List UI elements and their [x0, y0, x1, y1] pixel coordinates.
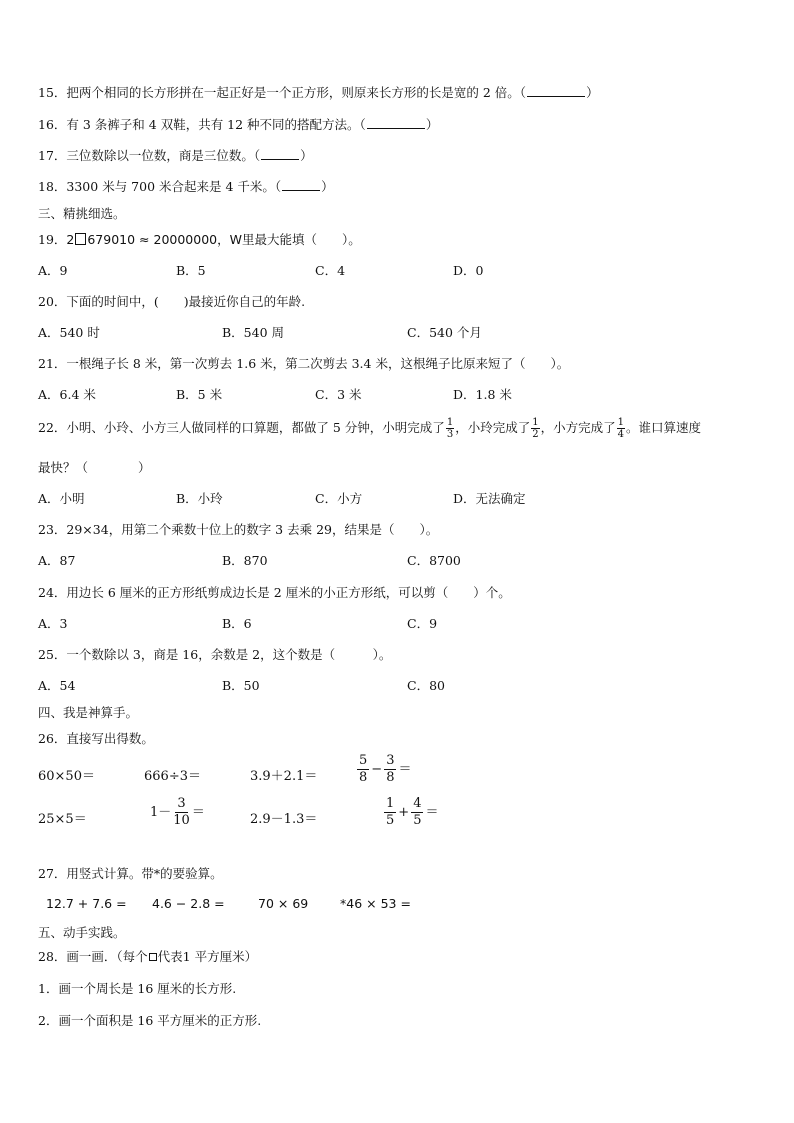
- calc-2.9minus1.3: 2.9－1.3＝: [250, 812, 318, 827]
- section-heading-4: 四、我是神算手。: [38, 705, 139, 720]
- option-20-b[interactable]: B．540 周: [222, 325, 285, 340]
- vertical-calc-1: 12.7 + 7.6 =: [46, 896, 127, 911]
- option-19-b[interactable]: B．5: [176, 263, 206, 278]
- question-17: 17．三位数除以一位数，商是三位数。（ ）: [38, 148, 313, 163]
- option-23-c[interactable]: C．8700: [407, 553, 461, 568]
- calc-60x50: 60×50＝: [38, 769, 95, 784]
- question-19: 19．2 679010 ≈ 20000000，W里最大能填（ ）。: [38, 232, 361, 247]
- option-23-a[interactable]: A．87: [38, 553, 76, 568]
- option-21-d[interactable]: D．1.8 米: [453, 387, 512, 402]
- answer-blank-15[interactable]: [527, 85, 585, 97]
- option-19-a[interactable]: A．9: [38, 263, 68, 278]
- option-24-b[interactable]: B．6: [222, 616, 252, 631]
- option-22-c[interactable]: C．小方: [315, 491, 363, 506]
- calc-fraction-subtract: $\frac{5}{8}$ − $\frac{3}{8}$ ＝: [359, 753, 412, 785]
- option-19-d[interactable]: D．0: [453, 263, 484, 278]
- calc-3.9plus2.1: 3.9＋2.1＝: [250, 769, 318, 784]
- option-25-a[interactable]: A．54: [38, 678, 76, 693]
- question-21: 21．一根绳子长 8 米，第一次剪去 1.6 米，第二次剪去 3.4 米，这根绳子比原来短了（ ）。: [38, 356, 570, 371]
- section-heading-3: 三、精挑细选。: [38, 206, 126, 221]
- question-28-item-2: 2．画一个面积是 16 平方厘米的正方形.: [38, 1013, 262, 1028]
- question-24: 24．用边长 6 厘米的正方形纸剪成边长是 2 厘米的小正方形纸，可以剪（ ）个。: [38, 585, 511, 600]
- option-24-a[interactable]: A．3: [38, 616, 68, 631]
- option-19-c[interactable]: C．4: [315, 263, 346, 278]
- calc-25x5: 25×5＝: [38, 812, 87, 827]
- option-24-c[interactable]: C．9: [407, 616, 438, 631]
- option-20-a[interactable]: A．540 时: [38, 325, 100, 340]
- question-15: 15．把两个相同的长方形拼在一起正好是一个正方形，则原来长方形的长是宽的 2 倍。（ ）: [38, 85, 599, 100]
- fraction-one-quarter: $\frac{1}{4}$: [617, 417, 624, 440]
- answer-blank-17[interactable]: [261, 148, 299, 160]
- option-21-b[interactable]: B．5 米: [176, 387, 223, 402]
- option-25-c[interactable]: C．80: [407, 678, 445, 693]
- option-22-a[interactable]: A．小明: [38, 491, 85, 506]
- vertical-calc-2: 4.6 − 2.8 =: [152, 896, 225, 911]
- question-22-line2: 最快？（ ）: [38, 460, 151, 475]
- question-26-title: 26．直接写出得数。: [38, 731, 154, 746]
- question-25: 25．一个数除以 3，商是 16，余数是 2，这个数是（ ）。: [38, 647, 392, 662]
- option-25-b[interactable]: B．50: [222, 678, 260, 693]
- vertical-calc-4: *46 × 53 =: [340, 896, 411, 911]
- option-22-d[interactable]: D．无法确定: [453, 491, 526, 506]
- question-16: 16．有 3 条裤子和 4 双鞋，共有 12 种不同的搭配方法。（ ）: [38, 117, 439, 132]
- option-21-a[interactable]: A．6.4 米: [38, 387, 96, 402]
- calc-fraction-add: $\frac{1}{5}$ + $\frac{4}{5}$ ＝: [386, 796, 439, 828]
- calc-666div3: 666÷3＝: [144, 769, 201, 784]
- option-21-c[interactable]: C．3 米: [315, 387, 362, 402]
- question-20: 20．下面的时间中，( )最接近你自己的年龄.: [38, 294, 306, 309]
- digit-box-icon: [75, 233, 86, 245]
- fraction-one-half: $\frac{1}{2}$: [532, 417, 539, 440]
- question-28: 28．画一画．（每个 代表1 平方厘米）: [38, 949, 258, 964]
- question-23: 23．29×34，用第二个乘数十位上的数字 3 去乘 29，结果是（ ）。: [38, 522, 439, 537]
- answer-blank-16[interactable]: [367, 117, 425, 129]
- question-18: 18．3300 米与 700 米合起来是 4 千米。（ ）: [38, 179, 334, 194]
- answer-blank-18[interactable]: [282, 179, 320, 191]
- question-27-title: 27．用竖式计算。带*的要验算。: [38, 866, 223, 881]
- option-23-b[interactable]: B．870: [222, 553, 268, 568]
- calc-1-minus-fraction: 1－ $\frac{3}{10}$ ＝: [150, 796, 205, 828]
- question-28-item-1: 1．画一个周长是 16 厘米的长方形.: [38, 981, 237, 996]
- section-heading-5: 五、动手实践。: [38, 925, 126, 940]
- vertical-calc-3: 70 × 69: [258, 896, 309, 911]
- option-20-c[interactable]: C．540 个月: [407, 325, 482, 340]
- square-unit-icon: [149, 953, 157, 961]
- option-22-b[interactable]: B．小玲: [176, 491, 223, 506]
- fraction-one-third: $\frac{1}{3}$: [446, 417, 454, 440]
- question-22: 22．小明、小玲、小方三人做同样的口算题，都做了 5 分钟，小明完成了 $\frac{1}{3}$ ，小玲完成了 $\frac{1}{2}$ ，小方完成了 $\frac{1}{4}$ 。谁口算速度: [38, 417, 701, 440]
